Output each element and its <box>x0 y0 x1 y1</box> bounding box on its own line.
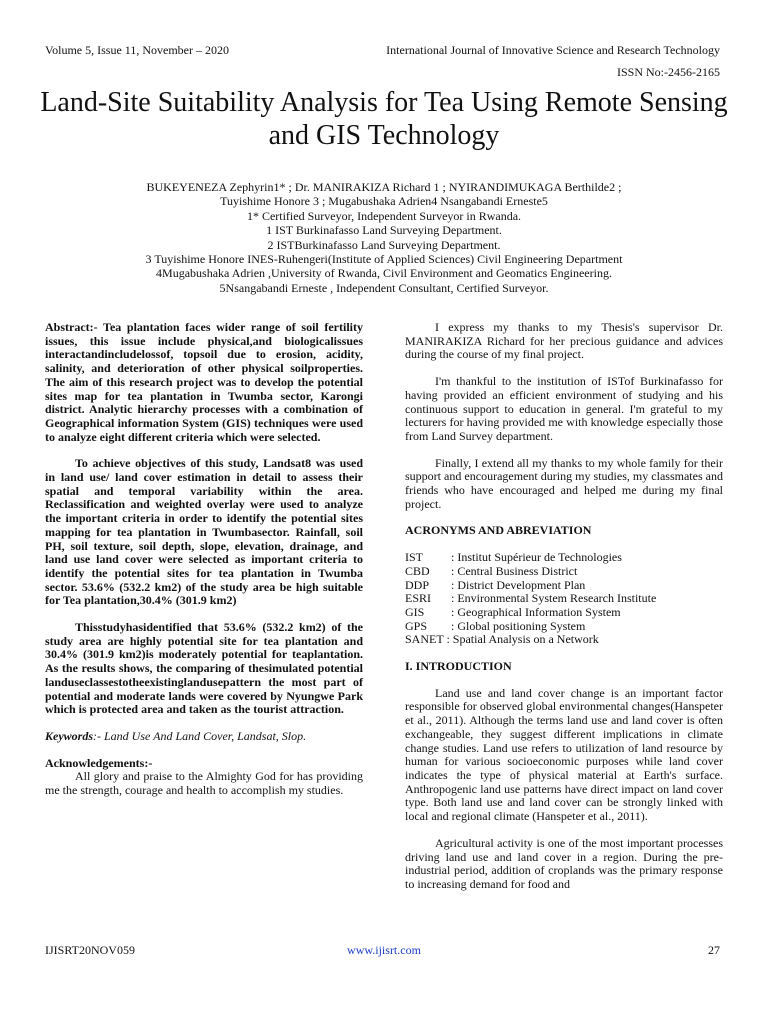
author-block <box>40 180 728 295</box>
acronym-value: : Global positioning System <box>451 618 586 633</box>
left-column <box>45 321 363 798</box>
introduction-paragraph-2: Agricultural activity is one of the most important processes driving land use and land cover in a region. During the pre-industrial period, addition of croplands was the primary response to increasing demand for food and <box>405 835 723 891</box>
keywords-label: Keywords <box>45 728 93 743</box>
page-number: 27 <box>708 943 720 957</box>
affiliation-5: 4Mugabushaka Adrien ,University of Rwanda, Civil Environment and Geomatics Engineering. <box>156 266 612 281</box>
keywords-text: :- Land Use And Land Cover, Landsat, Slop. <box>93 728 307 743</box>
affiliation-1: 1* Certified Surveyor, Independent Surveyor in Rwanda. <box>246 208 522 223</box>
paper-title: Land-Site Suitability Analysis for Tea Using Remote Sensing and GIS Technology <box>40 87 728 151</box>
thanks-paragraph-1: I express my thanks to my Thesis's supervisor Dr. MANIRAKIZA Richard for her precious guidance and advices during the course of my final project. <box>405 320 723 362</box>
issn-number: ISSN No:-2456-2165 <box>616 65 720 79</box>
right-column <box>405 321 723 892</box>
journal-website-link[interactable]: www.ijisrt.com <box>347 943 421 957</box>
thanks-paragraph-3: Finally, I extend all my thanks to my whole family for their support and encouragement during my studies, my classmates and friends who have encouraged and helped me during my final project. <box>405 455 723 511</box>
acronym-key: ESRI <box>405 591 432 606</box>
acronym-value: : Institut Supérieur de Technologies <box>451 550 622 565</box>
introduction-heading: I. INTRODUCTION <box>405 659 512 674</box>
acronym-value: : Geographical Information System <box>451 604 621 619</box>
article-id: IJISRT20NOV059 <box>45 943 135 957</box>
keywords-line <box>45 730 363 744</box>
affiliation-4: 3 Tuyishime Honore INES-Ruhengeri(Institute of Applied Sciences) Civil Engineering Department <box>145 252 623 267</box>
acronym-sanet: SANET : Spatial Analysis on a Network <box>405 632 599 647</box>
acronyms-heading: ACRONYMS AND ABREVIATION <box>405 523 592 538</box>
thanks-paragraph-2: I'm thankful to the institution of ISTof Burkinafasso for having provided an efficient environment of studying and his continuous support to education in general. I'm grateful to my lecturers for having provided me with knowledge especially those from Land Survey department. <box>405 374 723 443</box>
abstract-paragraph-2: To achieve objectives of this study, Landsat8 was used in land use/ land cover estimation in detail to assess their spatial and temporal variability within the area. Reclassification and weighted overlay were used to analyze the important criteria in order to identify the potential sites mapping for tea plantation in Twumbasector. Rainfall, soil PH, soil texture, soil depth, slope, elevation, drainage, and land use land cover were selected as important criteria to identify the potential sites for tea plantation in Twumba sector. 53.6% (532.2 km2) of the study area be high suitable for Tea plantation,30.4% (301.9 km2) <box>45 456 363 608</box>
acronym-list <box>405 551 723 647</box>
acronym-key: GIS <box>405 604 425 619</box>
acronym-value: : Environmental System Research Institute <box>451 591 657 606</box>
acknowledgements-paragraph: All glory and praise to the Almighty God for has providing me the strength, courage and health to accomplish my studies. <box>45 769 363 798</box>
journal-volume: Volume 5, Issue 11, November – 2020 <box>45 43 229 57</box>
acronym-value: : District Development Plan <box>451 577 586 592</box>
acronym-key: DDP <box>405 577 430 592</box>
acronym-row <box>405 565 723 579</box>
acknowledgements-heading: Acknowledgements:- <box>45 755 153 770</box>
acronym-row <box>405 592 723 606</box>
affiliation-6: 5Nsangabandi Erneste , Independent Consultant, Certified Surveyor. <box>219 280 549 295</box>
author-line-1: BUKEYENEZA Zephyrin1* ; Dr. MANIRAKIZA Richard 1 ; NYIRANDIMUKAGA Berthilde2 ; <box>146 180 622 194</box>
journal-name: International Journal of Innovative Science and Research Technology <box>386 43 720 57</box>
affiliation-3: 2 ISTBurkinafasso Land Surveying Department. <box>267 237 501 252</box>
introduction-paragraph-1: Land use and land cover change is an important factor responsible for observed global environmental changes(Hanspeter et al., 2011). Although the terms land use and land cover is often exchangeable, they suggest different implications in climate change studies. Land use refers to utilization of land resource by human for various socioeconomic purposes while land cover indicates the type of physical material at Earth's surface. Anthropogenic land use patterns have direct impact on land cover type. Both land use and land cover can be strongly linked with local and regional climate (Hanspeter et al., 2011). <box>405 685 723 824</box>
acronym-row <box>405 579 723 593</box>
acronym-key: IST <box>405 550 423 565</box>
acronym-row <box>405 606 723 620</box>
acronym-key: CBD <box>405 563 430 578</box>
acronym-value: : Central Business District <box>451 563 578 578</box>
affiliation-2: 1 IST Burkinafasso Land Surveying Department. <box>266 223 502 238</box>
author-line-2: Tuyishime Honore 3 ; Mugabushaka Adrien4 Nsangabandi Erneste5 <box>220 194 548 209</box>
acronym-row <box>405 551 723 565</box>
acronym-key: GPS <box>405 618 428 633</box>
abstract-paragraph-3: Thisstudyhasidentified that 53.6% (532.2 km2) of the study area are highly potential site for tea plantation and 30.4% (301.9 km2)is moderately potential for teaplantation. As the results shows, the comparing of thesimulated potential landuseclassestotheexistinglandusepattern the most part of potential and moderate lands were covered by Nyungwe Park which is protected area and taken as the tourist attraction. <box>45 620 363 717</box>
abstract-paragraph-1: Abstract:- Tea plantation faces wider range of soil fertility issues, this issue include physical,and biologicalissues interactandincludelossof, topsoil due to erosion, acidity, salinity, and deterioration of other physical soilproperties. The aim of this research project was to develop the potential sites map for tea plantation in Twumba sector, Karongi district. Analytic hierarchy processes with a combination of Geographical information System (GIS) techniques were used to analyze eight different criteria which were selected. <box>45 320 363 444</box>
acronym-row <box>405 620 723 634</box>
